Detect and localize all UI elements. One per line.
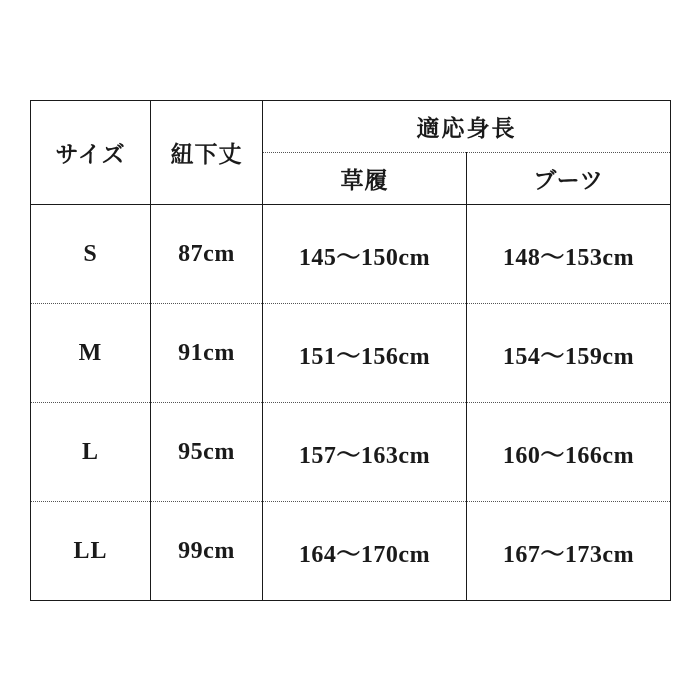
cell-size-s: S xyxy=(31,205,151,304)
cell-zori-s: 145〜150cm xyxy=(263,205,467,304)
table-row xyxy=(31,205,671,304)
cell-length-m: 91cm xyxy=(151,304,263,403)
size-chart-container xyxy=(30,100,670,600)
table-header-row-primary xyxy=(31,101,671,153)
header-cord-length: 紐下丈 xyxy=(151,101,263,205)
cell-boots-s: 148〜153cm xyxy=(467,205,671,304)
cell-length-l: 95cm xyxy=(151,403,263,502)
cell-length-s: 87cm xyxy=(151,205,263,304)
cell-size-ll: LL xyxy=(31,502,151,601)
cell-zori-l: 157〜163cm xyxy=(263,403,467,502)
cell-boots-ll: 167〜173cm xyxy=(467,502,671,601)
cell-size-l: L xyxy=(31,403,151,502)
size-table xyxy=(30,100,671,601)
header-zori: 草履 xyxy=(263,153,467,205)
cell-zori-ll: 164〜170cm xyxy=(263,502,467,601)
cell-size-m: M xyxy=(31,304,151,403)
cell-length-ll: 99cm xyxy=(151,502,263,601)
header-size: サイズ xyxy=(55,142,126,167)
table-body xyxy=(31,205,671,601)
table-row xyxy=(31,403,671,502)
cell-boots-l: 160〜166cm xyxy=(467,403,671,502)
header-applicable-height: 適応身長 xyxy=(263,101,671,153)
cell-zori-m: 151〜156cm xyxy=(263,304,467,403)
table-row xyxy=(31,304,671,403)
table-row xyxy=(31,502,671,601)
cell-boots-m: 154〜159cm xyxy=(467,304,671,403)
table-header xyxy=(31,101,671,205)
header-boots: ブーツ xyxy=(467,153,671,205)
